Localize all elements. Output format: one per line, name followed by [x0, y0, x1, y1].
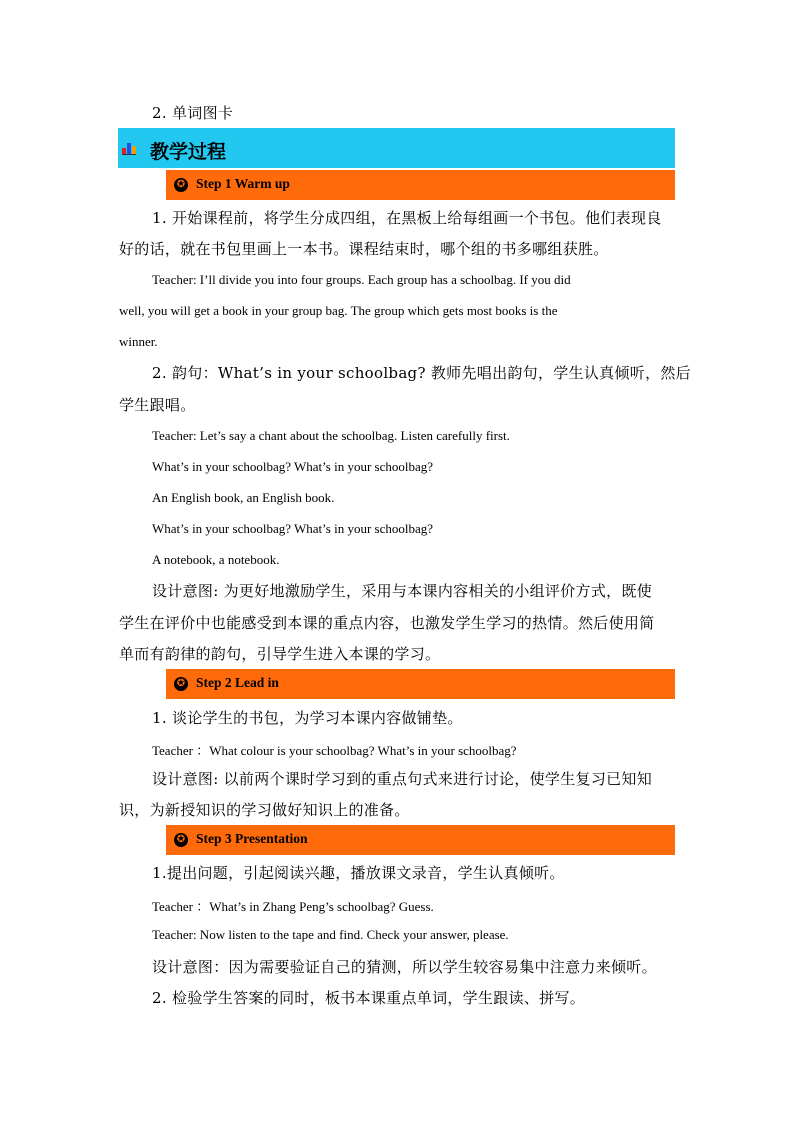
step-3-header: [166, 825, 675, 855]
step-1-header: [166, 170, 675, 200]
step2-paragraph-1: 1. 谈论学生的书包，为学习本课内容做铺垫。: [152, 709, 463, 727]
step1-teacher-line-1: Teacher: I’ll divide you into four groups. Each group has a schoolbag. If you did: [152, 272, 571, 287]
step1-design-line-2: 学生在评价中也能感受到本课的重点内容，也激发学生学习的热情。然后使用简: [119, 614, 655, 632]
step1-design-line-1: 设计意图: 为更好地激励学生，采用与本课内容相关的小组评价方式，既使: [152, 582, 653, 600]
step2-teacher-line: Teacher ：What colour is your schoolbag? What’s in your schoolbag?: [152, 743, 517, 758]
star-circle-icon: ✪: [174, 178, 188, 192]
section-title: 教学过程: [150, 141, 227, 163]
step-2-label: Step 2 Lead in: [196, 675, 279, 690]
step1-chant-line-1: What’s in your schoolbag? What’s in your schoolbag?: [152, 459, 434, 474]
step3-paragraph-1: 1.提出问题，引起阅读兴趣，播放课文录音，学生认真倾听。: [152, 864, 565, 882]
step1-teacher-line-3: winner.: [119, 334, 158, 349]
step2-design-line-1: 设计意图: 以前两个课时学习到的重点句式来进行讨论，使学生复习已知知: [152, 770, 653, 788]
step1-paragraph-2: 2. 韵句：What’s in your schoolbag? 教师先唱出韵句，学生认真倾听，然后: [152, 364, 691, 382]
step1-chant-line-3: What’s in your schoolbag? What’s in your schoolbag?: [152, 521, 434, 536]
step3-design-line: 设计意图：因为需要验证自己的猜测，所以学生较容易集中注意力来倾听。: [152, 958, 657, 976]
step1-paragraph-1: 1. 开始课程前，将学生分成四组，在黑板上给每组画一个书包。他们表现良: [152, 209, 662, 227]
colored-bars-icon: [122, 141, 136, 155]
step1-teacher-line-2: well, you will get a book in your group bag. The group which gets most books is the: [119, 303, 558, 318]
step-1-label: Step 1 Warm up: [196, 176, 290, 191]
star-circle-icon: ✪: [174, 833, 188, 847]
step1-design-line-3: 单而有韵律的韵句，引导学生进入本课的学习。: [119, 645, 441, 663]
step1-chant-line-4: A notebook, a notebook.: [152, 552, 280, 567]
step3-teacher-line-2: Teacher: Now listen to the tape and find. Check your answer, please.: [152, 927, 509, 942]
material-item: 2. 单词图卡: [152, 104, 234, 122]
step1-chant-line-2: An English book, an English book.: [152, 490, 335, 505]
star-circle-icon: ✪: [174, 677, 188, 691]
step1-chant-intro: Teacher: Let’s say a chant about the schoolbag. Listen carefully first.: [152, 428, 510, 443]
step3-teacher-line-1: Teacher ：What’s in Zhang Peng’s schoolbag? Guess.: [152, 899, 434, 914]
step1-paragraph-2-cont: 学生跟唱。: [119, 396, 196, 414]
step3-paragraph-2: 2. 检验学生答案的同时，板书本课重点单词，学生跟读、拼写。: [152, 989, 586, 1007]
step1-paragraph-1-cont: 好的话，就在书包里画上一本书。课程结束时，哪个组的书多哪组获胜。: [119, 240, 609, 258]
step2-design-line-2: 识，为新授知识的学习做好知识上的准备。: [119, 801, 410, 819]
step-3-label: Step 3 Presentation: [196, 831, 308, 846]
step-2-header: [166, 669, 675, 699]
